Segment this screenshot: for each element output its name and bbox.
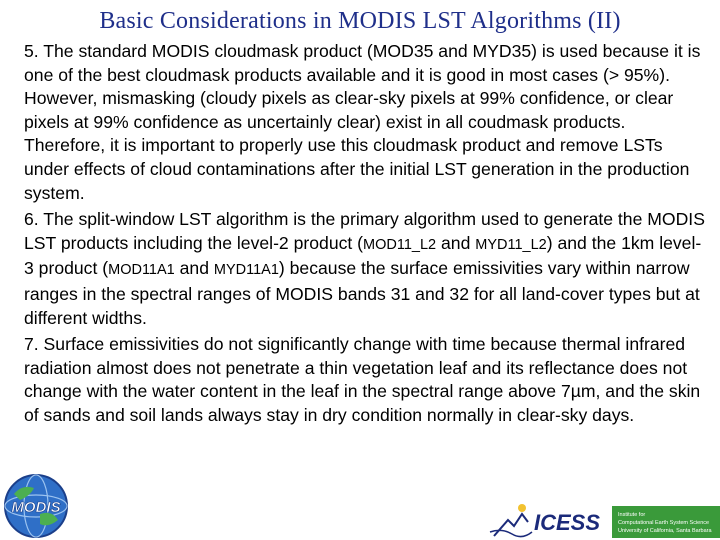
paragraph-6-text-5: ) because the surface emissivities vary within narrow ranges in the spectral ranges of MODIS bands 31 and 32 for all land-cover types but at different widths. (24, 258, 700, 328)
modis-logo-text: MODIS (11, 499, 61, 516)
modis-logo (0, 470, 72, 540)
product-code-mod11-l2: MOD11_L2 (363, 236, 437, 253)
product-code-mod11a1: MOD11A1 (108, 262, 175, 279)
institute-line-1: Institute for (618, 512, 646, 518)
paragraph-6-text-1: 6. The split-window LST algorithm is the primary algorithm used to generate the MODIS LST products including the level-2 product ( (24, 209, 705, 253)
paragraph-6-text-3: ) and the 1km level-3 product ( (24, 232, 702, 279)
icess-logo-text: ICESS (534, 510, 601, 535)
slide-title: Basic Considerations in MODIS LST Algorithms (II) (99, 8, 621, 34)
institute-line-3: University of California, Santa Barbara (618, 528, 712, 534)
icess-logo (488, 496, 720, 540)
paragraph-6-text-4: and (174, 258, 214, 279)
product-code-myd11a1: MYD11A1 (213, 262, 279, 279)
paragraph-5: 5. The standard MODIS cloudmask product (MOD35 and MYD35) is used because it is one of the best cloudmask products available and it is good in most cases (> 95%). However, mismasking (cloudy pixels as clear-sky pixels at 99% confidence, or clear pixels at 99% confidence as uncertainly clear) exist in all coudmask products. Therefore, it is important to properly use this cloudmask product and remove LSTs under effects of cloud contaminations after the initial LST generation in the production system. (24, 41, 701, 203)
paragraph-7: 7. Surface emissivities do not significantly change with time because thermal infrared radiation almost does not penetrate a thin vegetation leaf and its reflectance does not change with the water content in the leaf in the spectral range above 7µm, and the skin of sands and soil lands always stay in dry condition normally in clear-sky days. (24, 334, 701, 425)
paragraph-6-text-2: and (436, 232, 476, 253)
body-text (24, 40, 708, 431)
product-code-myd11-l2: MYD11_L2 (475, 236, 547, 253)
institute-line-2: Computational Earth System Science (618, 520, 710, 526)
paragraph-6 (24, 208, 708, 330)
